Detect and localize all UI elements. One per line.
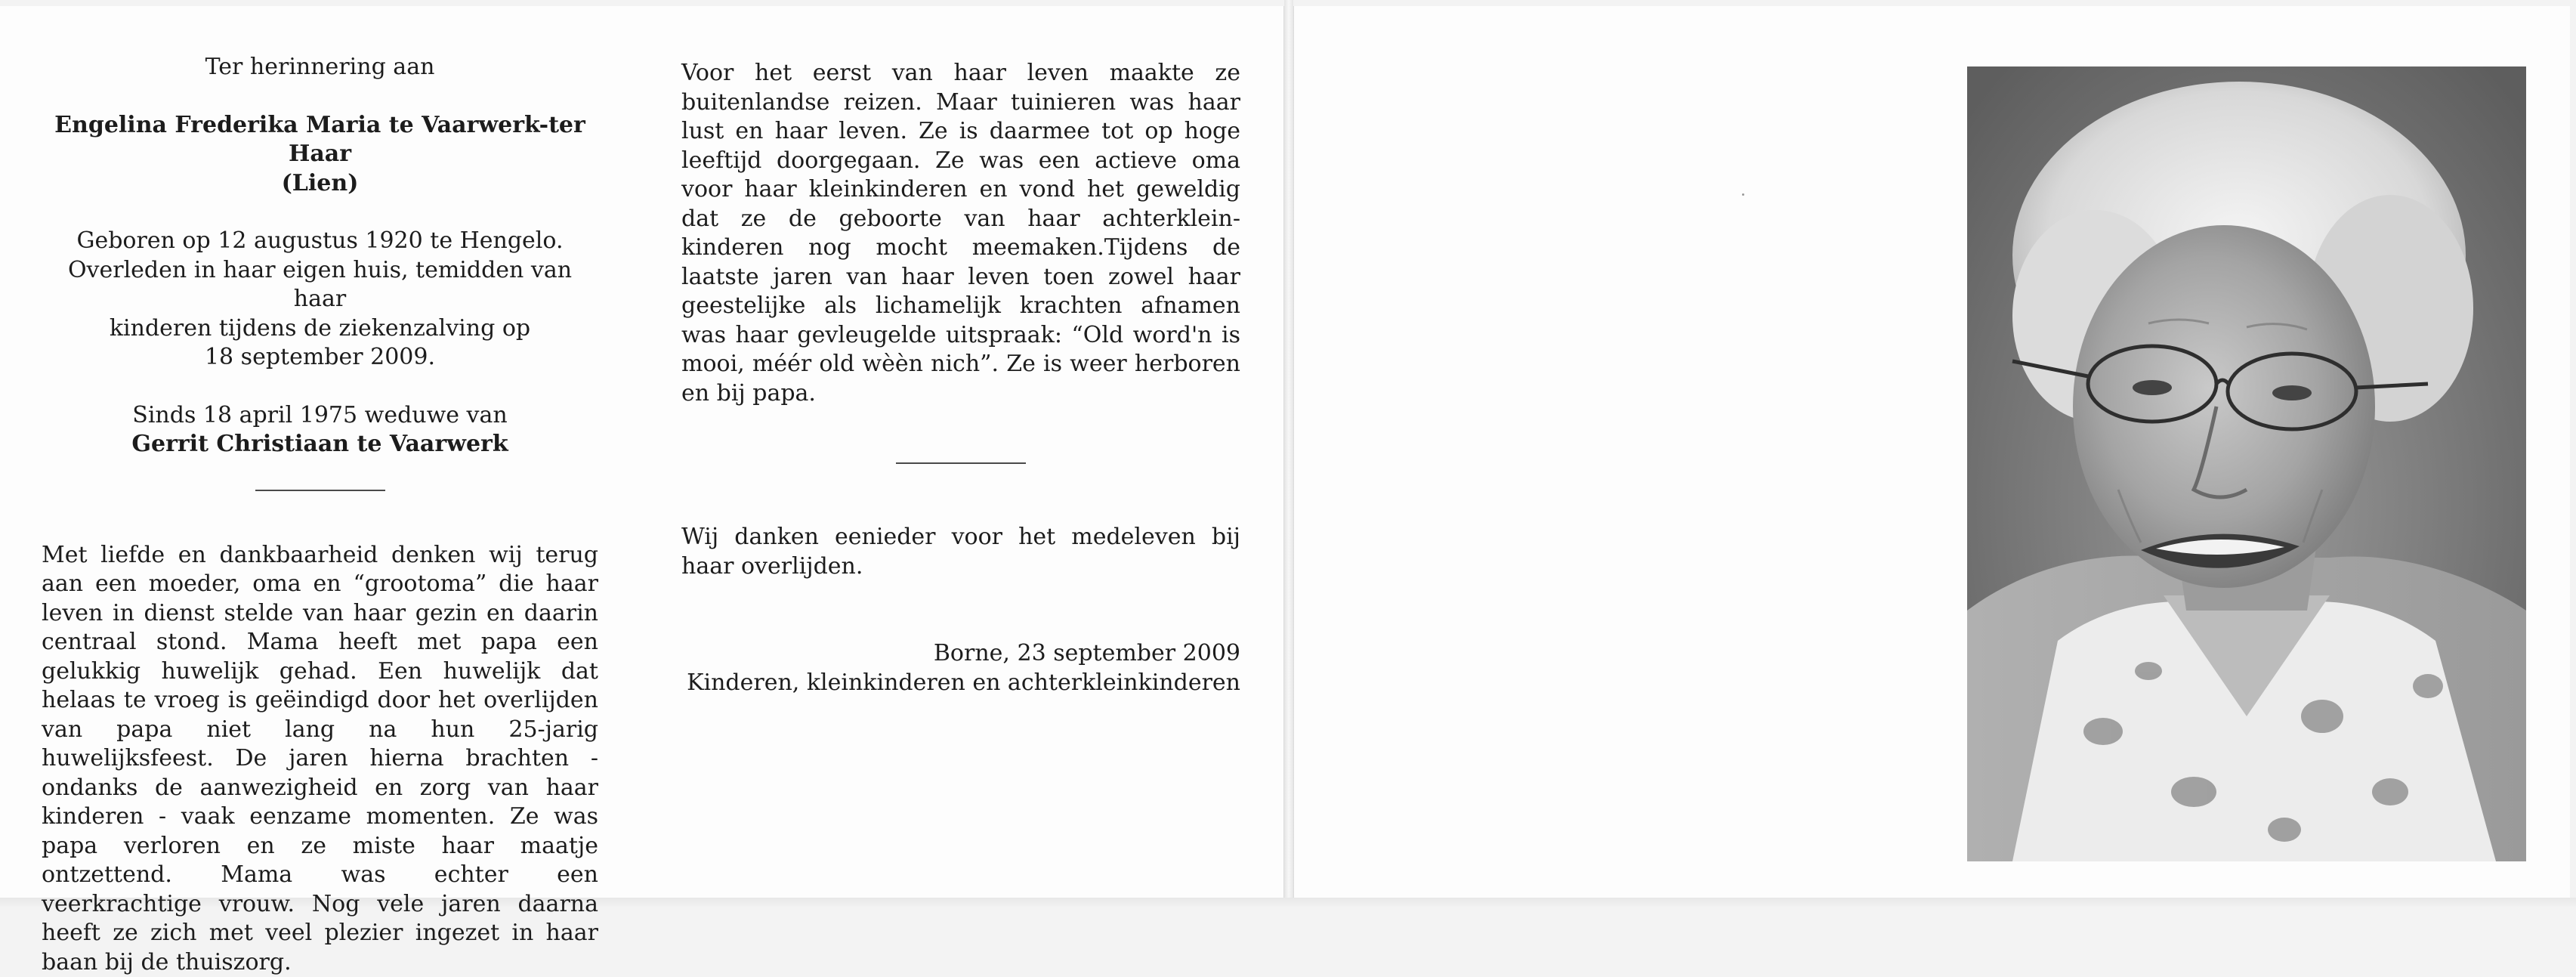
heading: Ter herinnering aan	[42, 53, 598, 82]
memorial-text-left: Met liefde en dankbaarheid denken wij terug aan een moeder, oma en “grootoma” die haar leven in dienst stelde van haar gezin en daarin centraal stond. Mama heeft met papa een gelukkig huwelijk gehad. Een huwelijk dat helaas te vroeg is geëindigd door het overlijden van papa niet lang na hun 25-jarig huwelijksfeest. De jaren hierna brachten - ondanks de aanwezigheid en zorg van haar kinderen - vaak eenzame momenten. Ze was papa verloren en ze miste haar maatje ontzettend. Mama was echter een veerkrachtige vrouw. Nog vele jaren daarna heeft ze zich met veel plezier ingezet in haar baan bij de thuiszorg.	[42, 541, 598, 977]
left-column	[42, 53, 598, 977]
deceased-nickname: (Lien)	[42, 169, 598, 199]
deceased-name: Engelina Frederika Maria te Vaarwerk-ter Haar	[42, 111, 598, 169]
portrait-photo-icon	[1967, 66, 2526, 861]
death-line-2: kinderen tijdens de ziekenzalving op	[42, 314, 598, 344]
memorial-text-right: Voor het eerst van haar leven maakte ze buitenlandse reizen. Maar tuinieren was haar lust en haar leven. Ze is daarmee tot op hoge leeftijd doorgegaan. Ze was een actieve oma voor haar kleinkinderen en vond het geweldig dat ze de geboorte van haar achterklein-kinderen nog mocht meemaken.Tijdens de laatste jaren van haar leven toen zowel haar geestelijke als lichamelijk krachten afnamen was haar gevleugelde uitspraak: “Old word'n is mooi, méér old wèèn nich”. Ze is weer herboren en bij papa.	[681, 59, 1240, 408]
spouse-name: Gerrit Christiaan te Vaarwerk	[42, 430, 598, 459]
portrait-illustration	[1967, 66, 2526, 861]
card-fold	[1284, 0, 1293, 907]
right-column	[681, 59, 1240, 697]
paper-speck	[1742, 193, 1744, 196]
thanks-text: Wij danken eenieder voor het medeleven bij haar overlijden.	[681, 523, 1240, 581]
signature: Kinderen, kleinkinderen en achterkleinkinderen	[681, 669, 1240, 698]
birth-line: Geboren op 12 augustus 1920 te Hengelo.	[42, 227, 598, 256]
death-line-1: Overleden in haar eigen huis, temidden van haar	[42, 256, 598, 314]
death-line-3: 18 september 2009.	[42, 343, 598, 373]
widow-line: Sinds 18 april 1975 weduwe van	[42, 401, 598, 431]
place-date: Borne, 23 september 2009	[681, 639, 1240, 669]
